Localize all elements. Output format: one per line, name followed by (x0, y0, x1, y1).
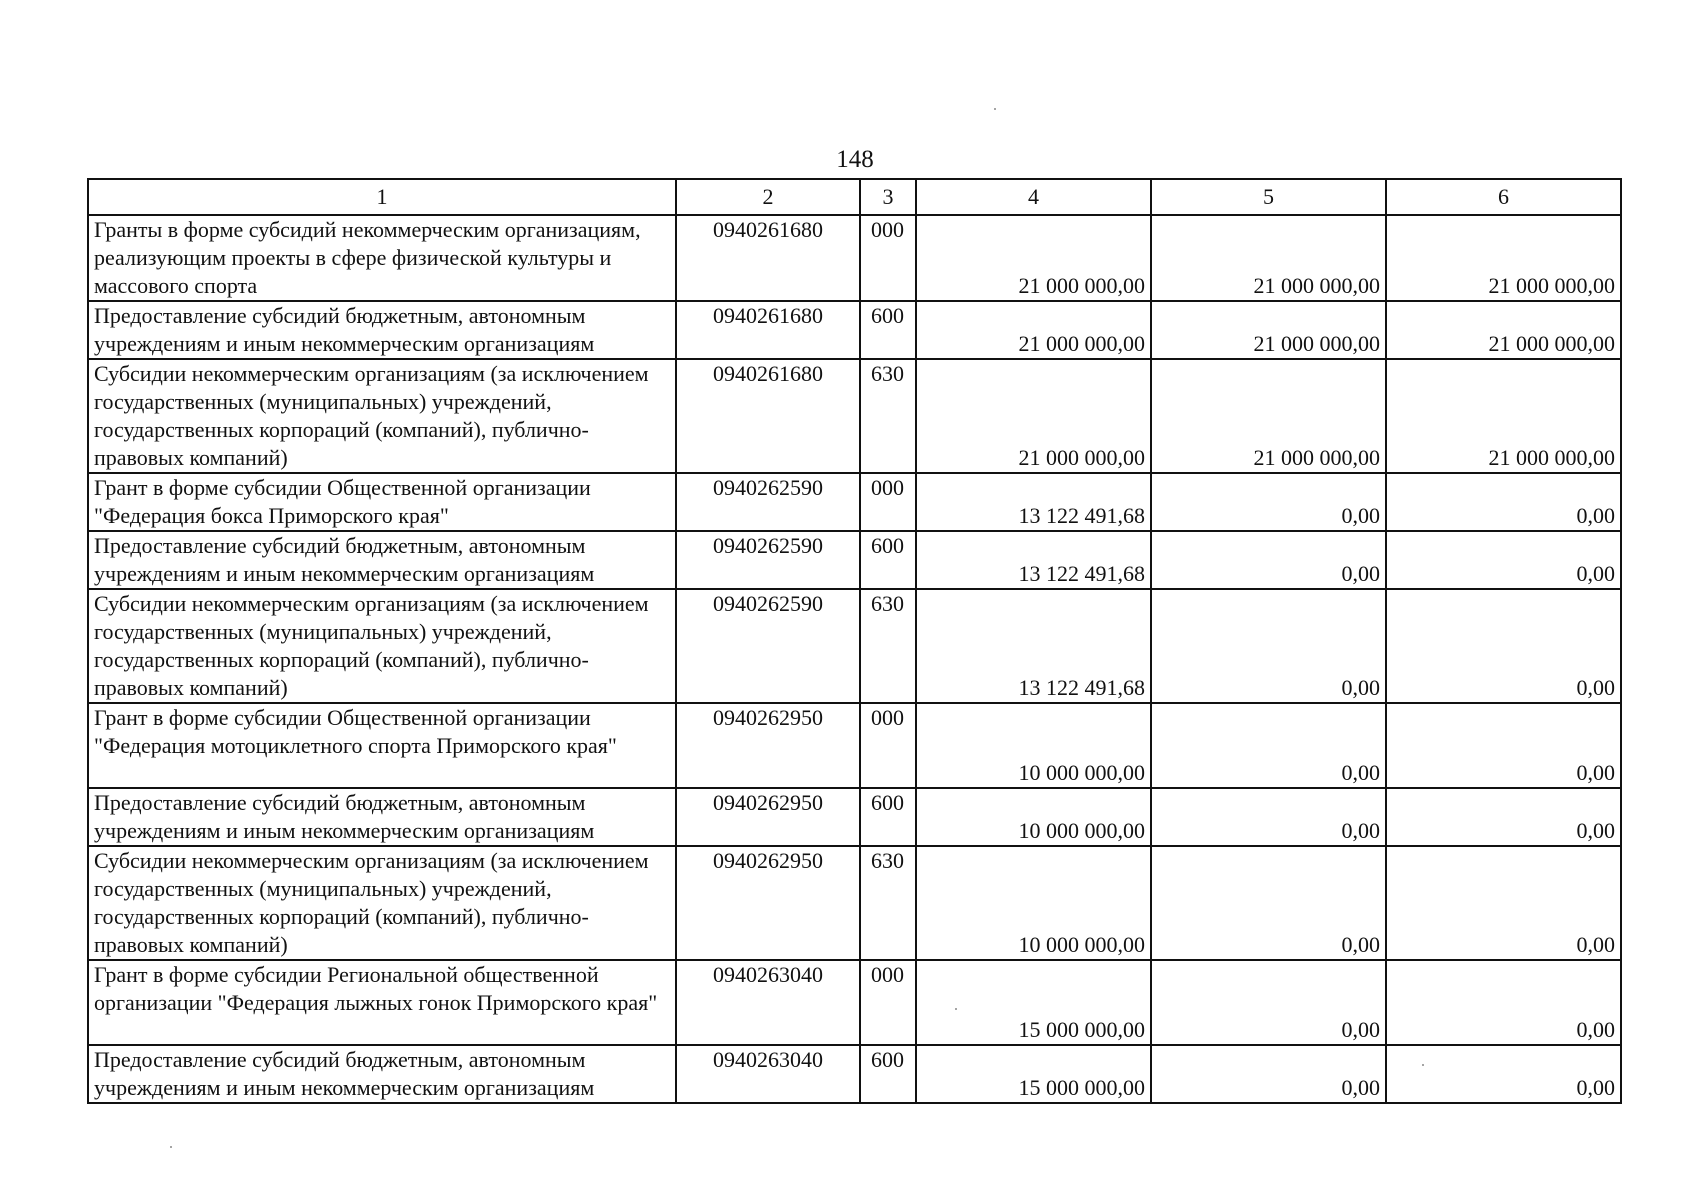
table-row (88, 473, 1621, 531)
row-amount-5: 0,00 (1151, 703, 1386, 788)
row-amount-5: 0,00 (1151, 531, 1386, 589)
table-row (88, 846, 1621, 960)
row-amount-6: 0,00 (1386, 531, 1621, 589)
row-csr-code: 0940263040 (676, 1045, 860, 1103)
row-vr-code: 630 (860, 359, 916, 473)
header-cell-2: 2 (676, 179, 860, 215)
row-csr-code: 0940262950 (676, 703, 860, 788)
row-amount-5: 0,00 (1151, 473, 1386, 531)
row-name: Субсидии некоммерческим организациям (за исключением государственных (муниципальных) учреждений, государственных корпораций (компаний), публично-правовых компаний) (88, 589, 676, 703)
row-amount-4: 21 000 000,00 (916, 301, 1151, 359)
row-amount-4: 10 000 000,00 (916, 846, 1151, 960)
row-vr-code: 000 (860, 703, 916, 788)
row-amount-4: 21 000 000,00 (916, 359, 1151, 473)
table-row (88, 1045, 1621, 1103)
row-vr-code: 000 (860, 215, 916, 301)
row-csr-code: 0940262950 (676, 788, 860, 846)
row-amount-5: 0,00 (1151, 589, 1386, 703)
table-row (88, 215, 1621, 301)
row-csr-code: 0940262590 (676, 531, 860, 589)
row-vr-code: 000 (860, 960, 916, 1045)
row-name: Грант в форме субсидии Общественной организации "Федерация бокса Приморского края" (88, 473, 676, 531)
row-amount-6: 0,00 (1386, 1045, 1621, 1103)
row-name: Предоставление субсидий бюджетным, автономным учреждениям и иным некоммерческим организациям (88, 1045, 676, 1103)
row-name: Субсидии некоммерческим организациям (за исключением государственных (муниципальных) учреждений, государственных корпораций (компаний), публично-правовых компаний) (88, 846, 676, 960)
row-csr-code: 0940262590 (676, 473, 860, 531)
row-amount-5: 0,00 (1151, 960, 1386, 1045)
row-amount-6: 0,00 (1386, 703, 1621, 788)
table-row (88, 531, 1621, 589)
row-name: Предоставление субсидий бюджетным, автономным учреждениям и иным некоммерческим организациям (88, 788, 676, 846)
row-amount-6: 0,00 (1386, 788, 1621, 846)
row-vr-code: 000 (860, 473, 916, 531)
table-row (88, 703, 1621, 788)
row-csr-code: 0940261680 (676, 215, 860, 301)
budget-table-body (88, 179, 1621, 1103)
row-name: Предоставление субсидий бюджетным, автономным учреждениям и иным некоммерческим организациям (88, 531, 676, 589)
row-vr-code: 600 (860, 531, 916, 589)
row-amount-6: 0,00 (1386, 960, 1621, 1045)
row-name: Грант в форме субсидии Общественной организации "Федерация мотоциклетного спорта Приморского края" (88, 703, 676, 788)
row-vr-code: 630 (860, 846, 916, 960)
row-name: Предоставление субсидий бюджетным, автономным учреждениям и иным некоммерческим организациям (88, 301, 676, 359)
row-amount-6: 0,00 (1386, 589, 1621, 703)
header-cell-1: 1 (88, 179, 676, 215)
header-row (88, 179, 1621, 215)
row-csr-code: 0940262950 (676, 846, 860, 960)
scan-speck (170, 1146, 172, 1148)
row-amount-4: 21 000 000,00 (916, 215, 1151, 301)
row-amount-6: 0,00 (1386, 473, 1621, 531)
row-vr-code: 600 (860, 788, 916, 846)
row-amount-6: 0,00 (1386, 846, 1621, 960)
header-cell-4: 4 (916, 179, 1151, 215)
row-amount-4: 15 000 000,00 (916, 960, 1151, 1045)
row-amount-4: 15 000 000,00 (916, 1045, 1151, 1103)
scan-speck (994, 108, 996, 110)
row-name: Грант в форме субсидии Региональной общественной организации "Федерация лыжных гонок Приморского края" (88, 960, 676, 1045)
row-amount-5: 0,00 (1151, 788, 1386, 846)
row-amount-5: 21 000 000,00 (1151, 215, 1386, 301)
row-vr-code: 600 (860, 301, 916, 359)
row-name: Субсидии некоммерческим организациям (за исключением государственных (муниципальных) учреждений, государственных корпораций (компаний), публично-правовых компаний) (88, 359, 676, 473)
scan-speck (1422, 1064, 1424, 1066)
row-amount-5: 21 000 000,00 (1151, 301, 1386, 359)
table-row (88, 960, 1621, 1045)
row-amount-6: 21 000 000,00 (1386, 215, 1621, 301)
row-amount-6: 21 000 000,00 (1386, 359, 1621, 473)
row-amount-5: 21 000 000,00 (1151, 359, 1386, 473)
budget-table (87, 178, 1622, 1104)
row-csr-code: 0940261680 (676, 301, 860, 359)
row-amount-4: 13 122 491,68 (916, 589, 1151, 703)
table-row (88, 788, 1621, 846)
row-amount-5: 0,00 (1151, 846, 1386, 960)
scan-speck (955, 1008, 957, 1010)
row-amount-4: 10 000 000,00 (916, 788, 1151, 846)
table-row (88, 301, 1621, 359)
page-number: 148 (836, 146, 874, 173)
header-cell-5: 5 (1151, 179, 1386, 215)
row-vr-code: 630 (860, 589, 916, 703)
row-amount-5: 0,00 (1151, 1045, 1386, 1103)
row-amount-4: 10 000 000,00 (916, 703, 1151, 788)
row-amount-6: 21 000 000,00 (1386, 301, 1621, 359)
row-name: Гранты в форме субсидий некоммерческим организациям, реализующим проекты в сфере физической культуры и массового спорта (88, 215, 676, 301)
row-vr-code: 600 (860, 1045, 916, 1103)
header-cell-6: 6 (1386, 179, 1621, 215)
table-row (88, 589, 1621, 703)
row-amount-4: 13 122 491,68 (916, 531, 1151, 589)
row-csr-code: 0940263040 (676, 960, 860, 1045)
row-csr-code: 0940261680 (676, 359, 860, 473)
row-csr-code: 0940262590 (676, 589, 860, 703)
row-amount-4: 13 122 491,68 (916, 473, 1151, 531)
header-cell-3: 3 (860, 179, 916, 215)
table-row (88, 359, 1621, 473)
